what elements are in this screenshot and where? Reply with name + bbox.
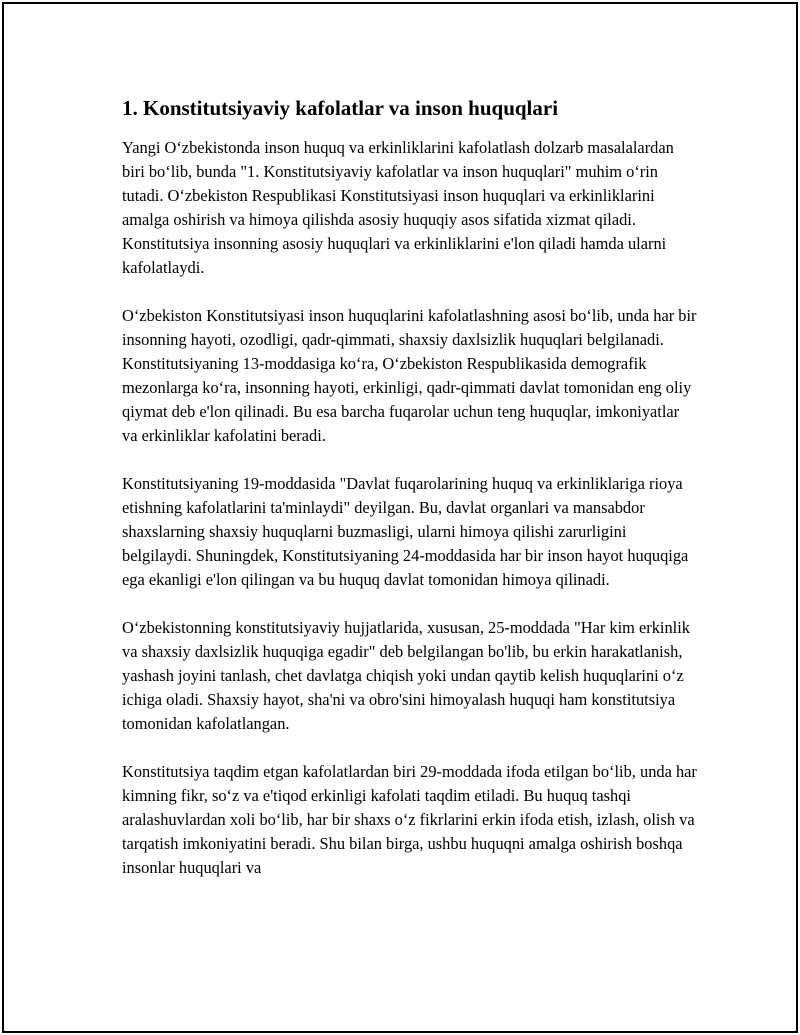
paragraph: O‘zbekistonning konstitutsiyaviy hujjatlarida, xususan, 25-moddada "Har kim erkinlik va shaxsiy daxlsizlik huquqiga egadir" deb belgilangan bo'lib, bu erkin harakatlanish, yashash joyini tanlash, chet davlatga chiqish yoki undan qaytib kelish huquqlarini o‘z ichiga oladi. Shaxsiy hayot, sha'ni va obro'sini himoyalash huquqi ham konstitutsiya tomonidan kafolatlangan.: [122, 618, 690, 733]
paragraph: Yangi O‘zbekistonda inson huquq va erkinliklarini kafolatlash dolzarb masalalardan biri bo‘lib, bunda "1. Konstitutsiyaviy kafolatlar va inson huquqlari" muhim o‘rin tutadi. O‘zbekiston Respublikasi Konstitutsiyasi inson huquqlari va erkinliklarini amalga oshirish va himoya qilishda asosiy huquqiy asos sifatida xizmat qiladi. Konstitutsiya insonning asosiy huquqlari va erkinliklarini e'lon qiladi hamda ularni kafolatlaydi.: [122, 138, 674, 277]
document-title: 1. Konstitutsiyaviy kafolatlar va inson huquqlari: [122, 96, 559, 120]
document-body: [122, 94, 697, 904]
paragraph: O‘zbekiston Konstitutsiyasi inson huquqlarini kafolatlashning asosi bo‘lib, unda har bir insonning hayoti, ozodligi, qadr-qimmati, shaxsiy daxlsizlik huquqlari belgilanadi. Konstitutsiyaning 13-moddasiga ko‘ra, O‘zbekiston Respublikasida demografik mezonlarga ko‘ra, insonning hayoti, erkinligi, qadr-qimmati davlat tomonidan eng oliy qiymat deb e'lon qilinadi. Bu esa barcha fuqarolar uchun teng huquqlar, imkoniyatlar va erkinliklar kafolatini beradi.: [122, 306, 697, 445]
paragraph: Konstitutsiyaning 19-moddasida "Davlat fuqarolarining huquq va erkinliklariga rioya etishning kafolatlarini ta'minlaydi" deyilgan. Bu, davlat organlari va mansabdor shaxslarning shaxsiy huquqlarni buzmasligi, ularni himoya qilishi zarurligini belgilaydi. Shuningdek, Konstitutsiyaning 24-moddasida har bir inson hayot huquqiga ega ekanligi e'lon qilingan va bu huquq davlat tomonidan himoya qilinadi.: [122, 474, 689, 589]
page-frame: [2, 2, 798, 1033]
paragraph: Konstitutsiya taqdim etgan kafolatlardan biri 29-moddada ifoda etilgan bo‘lib, unda har kimning fikr, so‘z va e'tiqod erkinligi kafolati taqdim etiladi. Bu huquq tashqi aralashuvlardan xoli bo‘lib, har bir shaxs o‘z fikrlarini erkin ifoda etish, izlash, olish va tarqatish imkoniyatini beradi. Shu bilan birga, ushbu huquqni amalga oshirish boshqa insonlar huquqlari va: [122, 762, 697, 877]
